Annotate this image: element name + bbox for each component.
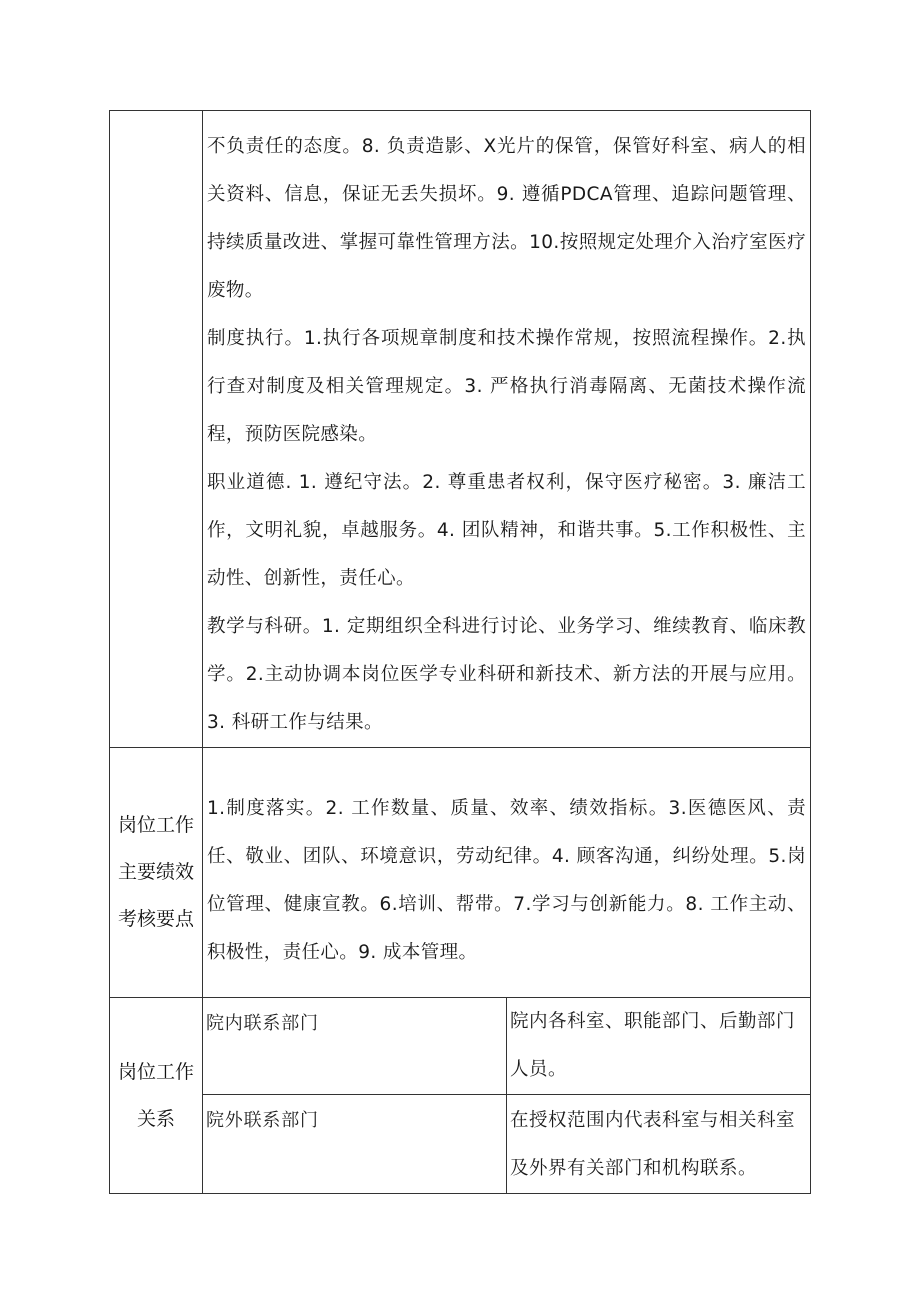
duties-paragraph-ethics: 职业道德. 1. 遵纪守法。2. 尊重患者权利，保守医疗秘密。3. 廉洁工作，文明礼貌，卓越服务。4. 团队精神，和谐共事。5.工作积极性、主动性、创新性，责任心。 (207, 472, 806, 589)
external-dept-value: 在授权范围内代表科室与相关科室及外界有关部门和机构联系。 (507, 1095, 811, 1194)
performance-text: 1.制度落实。2. 工作数量、质量、效率、绩效指标。3.医德医风、责任、敬业、团队、环境意识，劳动纪律。4. 顾客沟通，纠纷处理。5.岗位管理、健康宣教。6.培训、帮带。7.学习与创新能力。8. 工作主动、积极性，责任心。9. 成本管理。 (207, 798, 806, 963)
duties-content-cell (203, 111, 811, 748)
relations-internal-row (110, 998, 811, 1095)
relations-external-row (110, 1095, 811, 1194)
relations-label: 岗位工作关系 (110, 998, 203, 1194)
job-description-table (109, 110, 811, 1194)
duties-row (110, 111, 811, 748)
duties-paragraph-teaching: 教学与科研。1. 定期组织全科进行讨论、业务学习、维续教育、临床教学。2.主动协调本岗位医学专业科研和新技术、新方法的开展与应用。3. 科研工作与结果。 (207, 616, 806, 733)
performance-label: 岗位工作主要绩效考核要点 (110, 748, 203, 998)
duties-paragraph-responsibility: 不负责任的态度。8. 负责造影、X光片的保管，保管好科室、病人的相关资料、信息，保证无丢失损坏。9. 遵循PDCA管理、追踪问题管理、持续质量改进、掌握可靠性管理方法。10.按照规定处理介入治疗室医疗废物。 (207, 136, 806, 301)
internal-dept-label: 院内联系部门 (203, 998, 507, 1095)
external-dept-label: 院外联系部门 (203, 1095, 507, 1194)
duties-paragraph-regulation: 制度执行。1.执行各项规章制度和技术操作常规，按照流程操作。2.执行查对制度及相关管理规定。3. 严格执行消毒隔离、无菌技术操作流程，预防医院感染。 (207, 328, 806, 445)
performance-content-cell (203, 748, 811, 998)
performance-row (110, 748, 811, 998)
internal-dept-value: 院内各科室、职能部门、后勤部门人员。 (507, 998, 811, 1095)
duties-label-cell (110, 111, 203, 748)
